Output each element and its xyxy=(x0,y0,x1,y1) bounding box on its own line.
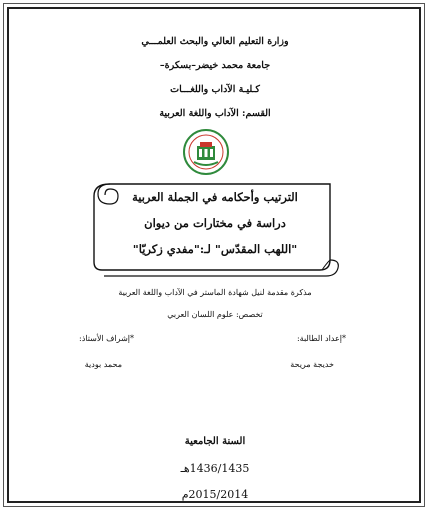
ministry-name: وزارة التعليم العالي والبحث العلمـــي xyxy=(141,36,289,47)
academic-year-label: السنة الجامعية xyxy=(184,436,246,447)
title-line-3: "اللهب المقدّس" لـ:"مفدي زكريّا" xyxy=(132,242,298,256)
faculty-name: كـليـة الآداب واللغـــات xyxy=(170,84,260,95)
memo-description: مذكرة مقدمة لنيل شهادة الماستر في الآداب واللغة العربية xyxy=(118,288,312,297)
supervisor-name: محمد بودية xyxy=(84,360,122,369)
title-line-1: الترتيب وأحكامه في الجملة العربية xyxy=(132,190,298,204)
supervisor-label: *إشراف الأستاذ: xyxy=(79,334,134,343)
student-name: خديجة مريحة xyxy=(290,360,334,369)
hijri-year: 1436/1435هـ xyxy=(180,462,250,475)
university-seal-icon xyxy=(182,128,230,176)
specialty-line: تخصص: علوم اللسان العربي xyxy=(167,310,263,319)
title-line-2: دراسة في مختارات من ديوان xyxy=(144,216,286,230)
gregorian-year: 2015/2014م xyxy=(181,488,249,501)
department-name: القسم: الآداب واللغة العربية xyxy=(159,108,271,119)
student-label: *إعداد الطالبة: xyxy=(296,334,346,343)
university-name: جامعة محمد خيضر–بسكرة– xyxy=(159,60,271,71)
